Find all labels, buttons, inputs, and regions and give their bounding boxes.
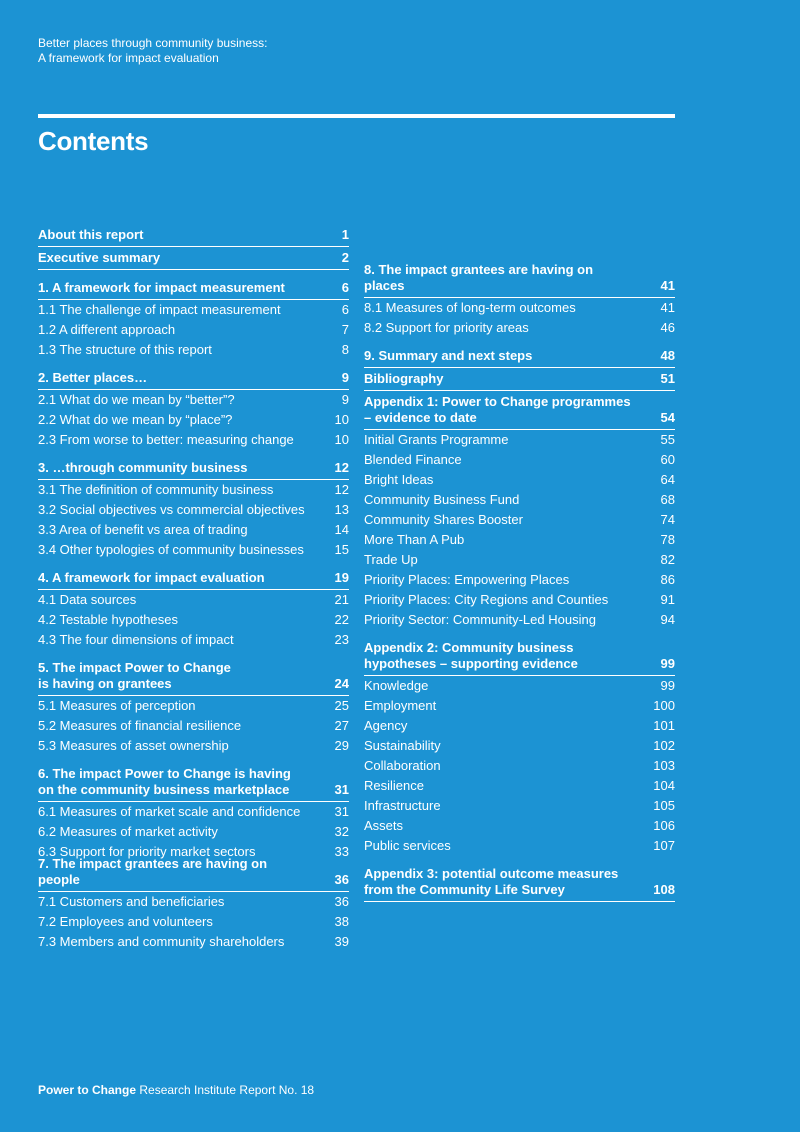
toc-gap — [38, 756, 349, 763]
toc-entry[interactable] — [364, 570, 675, 590]
toc-entry-page: 9 — [341, 370, 349, 385]
toc-entry-label: Bibliography — [364, 371, 444, 386]
toc-entry[interactable] — [38, 630, 349, 650]
toc-entry-label: 1.2 A different approach — [38, 322, 176, 337]
toc-entry-page: 78 — [660, 532, 675, 547]
toc-entry[interactable] — [364, 776, 675, 796]
toc-section-heading[interactable] — [364, 368, 675, 391]
toc-entry[interactable] — [38, 932, 349, 952]
toc-entry-page: 36 — [334, 872, 349, 887]
toc-entry-label: 6.3 Support for priority market sectors — [38, 844, 256, 859]
toc-entry-label: About this report — [38, 227, 144, 242]
toc-entry[interactable] — [38, 390, 349, 410]
toc-entry-label: 1.3 The structure of this report — [38, 342, 212, 357]
toc-entry-label: 9. Summary and next steps — [364, 348, 533, 363]
toc-entry-page: 29 — [334, 738, 349, 753]
toc-entry[interactable] — [38, 430, 349, 450]
toc-entry-page: 91 — [660, 592, 675, 607]
toc-section-heading[interactable] — [38, 763, 349, 802]
page-title: Contents — [38, 126, 149, 156]
toc-entry-page: 10 — [334, 412, 349, 427]
toc-entry-page: 41 — [660, 300, 675, 315]
toc-entry-label: Appendix 3: potential outcome measures from the Community Life Survey — [364, 866, 619, 897]
toc-entry[interactable] — [38, 500, 349, 520]
toc-entry-label: 4.1 Data sources — [38, 592, 137, 607]
toc-entry-page: 10 — [334, 432, 349, 447]
toc-entry[interactable] — [364, 318, 675, 338]
toc-gap — [38, 360, 349, 367]
toc-section-heading[interactable] — [38, 367, 349, 390]
toc-entry[interactable] — [38, 590, 349, 610]
toc-entry-label: 5. The impact Power to Change is having on grantees — [38, 660, 231, 691]
toc-entry-label: Assets — [364, 818, 404, 833]
toc-entry-page: 12 — [334, 460, 349, 475]
toc-entry-page: 103 — [653, 758, 675, 773]
toc-entry[interactable] — [38, 520, 349, 540]
toc-entry[interactable] — [38, 610, 349, 630]
toc-entry-label: 1.1 The challenge of impact measurement — [38, 302, 281, 317]
toc-entry-label: Executive summary — [38, 250, 161, 265]
toc-entry-label: 3.1 The definition of community business — [38, 482, 274, 497]
toc-entry-page: 8 — [341, 342, 349, 357]
toc-entry[interactable] — [364, 470, 675, 490]
toc-entry-page: 24 — [334, 676, 349, 691]
toc-entry-page: 107 — [653, 838, 675, 853]
toc-entry-label: 4.3 The four dimensions of impact — [38, 632, 234, 647]
toc-entry-page: 32 — [334, 824, 349, 839]
toc-entry[interactable] — [38, 802, 349, 822]
toc-entry[interactable] — [364, 676, 675, 696]
toc-entry-page: 6 — [341, 302, 349, 317]
toc-entry[interactable] — [38, 340, 349, 360]
toc-entry-label: Priority Places: City Regions and Counties — [364, 592, 609, 607]
toc-entry-label: 2.2 What do we mean by “place”? — [38, 412, 233, 427]
toc-entry-page: 51 — [660, 371, 675, 386]
toc-section-heading[interactable] — [364, 345, 675, 368]
toc-entry-label: 3.3 Area of benefit vs area of trading — [38, 522, 248, 537]
toc-entry[interactable] — [38, 892, 349, 912]
toc-section-heading[interactable] — [38, 457, 349, 480]
toc-entry-label: 4. A framework for impact evaluation — [38, 570, 265, 585]
toc-entry[interactable] — [38, 300, 349, 320]
toc-entry-page: 25 — [334, 698, 349, 713]
title-rule — [38, 114, 675, 118]
toc-entry-label: 2.1 What do we mean by “better”? — [38, 392, 235, 407]
toc-entry-page: 36 — [334, 894, 349, 909]
toc-entry-label: 7.3 Members and community shareholders — [38, 934, 285, 949]
toc-entry[interactable] — [38, 410, 349, 430]
toc-entry[interactable] — [364, 298, 675, 318]
toc-entry[interactable] — [364, 490, 675, 510]
toc-entry-label: Resilience — [364, 778, 424, 793]
toc-entry[interactable] — [364, 510, 675, 530]
toc-entry-page: 12 — [334, 482, 349, 497]
toc-entry[interactable] — [38, 320, 349, 340]
toc-section-heading[interactable] — [38, 224, 349, 247]
toc-entry-page: 82 — [660, 552, 675, 567]
toc-section-heading[interactable] — [364, 391, 675, 430]
toc-section-heading[interactable] — [364, 863, 675, 902]
toc-entry-page: 19 — [334, 570, 349, 585]
toc-section-heading[interactable] — [38, 856, 349, 892]
toc-entry-page: 31 — [334, 782, 349, 797]
toc-entry-page: 99 — [660, 678, 675, 693]
toc-entry[interactable] — [364, 816, 675, 836]
toc-entry-page: 54 — [660, 410, 675, 425]
toc-entry-page: 22 — [334, 612, 349, 627]
toc-section-heading[interactable] — [38, 277, 349, 300]
toc-entry-page: 15 — [334, 542, 349, 557]
toc-gap — [364, 338, 675, 345]
toc-entry[interactable] — [364, 716, 675, 736]
toc-entry-label: Sustainability — [364, 738, 441, 753]
toc-entry[interactable] — [364, 796, 675, 816]
toc-entry-label: Employment — [364, 698, 437, 713]
footer-brand: Power to Change — [38, 1083, 137, 1097]
toc-entry-label: 5.2 Measures of financial resilience — [38, 718, 242, 733]
toc-gap — [364, 856, 675, 863]
toc-gap — [38, 650, 349, 657]
toc-entry-label: 8.2 Support for priority areas — [364, 320, 529, 335]
toc-gap — [364, 630, 675, 637]
toc-entry[interactable] — [364, 836, 675, 856]
toc-entry-label: 3. …through community business — [38, 460, 248, 475]
toc-gap — [38, 450, 349, 457]
toc-entry-label: Blended Finance — [364, 452, 462, 467]
toc-entry[interactable] — [364, 736, 675, 756]
toc-entry-page: 74 — [660, 512, 675, 527]
toc-entry-page: 102 — [653, 738, 675, 753]
toc-section-heading[interactable] — [38, 567, 349, 590]
toc-entry-page: 6 — [341, 280, 349, 295]
toc-gap — [38, 560, 349, 567]
toc-entry-page: 104 — [653, 778, 675, 793]
header-line-1: Better places through community business: — [38, 36, 268, 50]
toc-entry-page: 14 — [334, 522, 349, 537]
toc-entry-page: 38 — [334, 914, 349, 929]
toc-entry-page: 68 — [660, 492, 675, 507]
toc-entry-page: 2 — [341, 250, 349, 265]
toc-entry-label: 6.2 Measures of market activity — [38, 824, 218, 839]
toc-entry-label: 8. The impact grantees are having on places — [364, 262, 594, 293]
toc-entry-page: 105 — [653, 798, 675, 813]
toc-entry-label: 7.2 Employees and volunteers — [38, 914, 213, 929]
toc-left-column — [38, 224, 349, 952]
toc-entry-page: 7 — [341, 322, 349, 337]
toc-right-column — [364, 262, 675, 902]
toc-entry-label: Community Business Fund — [364, 492, 520, 507]
toc-entry-label: Priority Places: Empowering Places — [364, 572, 570, 587]
toc-entry-page: 64 — [660, 472, 675, 487]
toc-entry-label: More Than A Pub — [364, 532, 465, 547]
toc-entry-label: 3.4 Other typologies of community businesses — [38, 542, 304, 557]
toc-entry-page: 39 — [334, 934, 349, 949]
toc-entry-page: 21 — [334, 592, 349, 607]
toc-section-heading[interactable] — [38, 247, 349, 270]
toc-entry[interactable] — [364, 430, 675, 450]
page-footer — [38, 1083, 314, 1097]
toc-entry[interactable] — [364, 696, 675, 716]
toc-entry-label: Appendix 1: Power to Change programmes – evidence to date — [364, 394, 631, 425]
toc-entry-label: 1. A framework for impact measurement — [38, 280, 285, 295]
toc-entry[interactable] — [364, 756, 675, 776]
toc-entry[interactable] — [38, 480, 349, 500]
toc-entry[interactable] — [38, 716, 349, 736]
toc-entry-page: 27 — [334, 718, 349, 733]
toc-entry-page: 94 — [660, 612, 675, 627]
toc-entry[interactable] — [364, 450, 675, 470]
toc-entry[interactable] — [364, 550, 675, 570]
toc-entry-page: 23 — [334, 632, 349, 647]
toc-entry-label: Trade Up — [364, 552, 418, 567]
toc-entry-page: 106 — [653, 818, 675, 833]
toc-entry[interactable] — [364, 590, 675, 610]
toc-entry-page: 86 — [660, 572, 675, 587]
toc-entry-label: Public services — [364, 838, 451, 853]
toc-entry-page: 33 — [334, 844, 349, 859]
toc-entry-label: 2.3 From worse to better: measuring change — [38, 432, 294, 447]
toc-entry[interactable] — [364, 530, 675, 550]
toc-entry-label: 3.2 Social objectives vs commercial objectives — [38, 502, 305, 517]
footer-text: Research Institute Report No. 18 — [136, 1083, 315, 1097]
toc-entry-label: Priority Sector: Community-Led Housing — [364, 612, 596, 627]
toc-entry-label: 5.3 Measures of asset ownership — [38, 738, 229, 753]
header-line-2: A framework for impact evaluation — [38, 51, 219, 65]
document-header — [38, 36, 267, 66]
toc-entry[interactable] — [364, 610, 675, 630]
toc-entry-page: 108 — [653, 882, 675, 897]
toc-entry-label: 7.1 Customers and beneficiaries — [38, 894, 225, 909]
toc-entry-page: 41 — [660, 278, 675, 293]
toc-entry-label: Knowledge — [364, 678, 429, 693]
toc-entry-page: 100 — [653, 698, 675, 713]
toc-entry-page: 55 — [660, 432, 675, 447]
toc-entry-label: Community Shares Booster — [364, 512, 523, 527]
toc-entry-label: 5.1 Measures of perception — [38, 698, 196, 713]
toc-entry-label: Collaboration — [364, 758, 441, 773]
toc-section-heading[interactable] — [364, 262, 675, 298]
toc-entry-label: 2. Better places… — [38, 370, 148, 385]
toc-entry[interactable] — [38, 736, 349, 756]
toc-entry-page: 9 — [341, 392, 349, 407]
toc-section-heading[interactable] — [38, 657, 349, 696]
toc-entry-label: 7. The impact grantees are having on people — [38, 856, 268, 887]
toc-entry-page: 101 — [653, 718, 675, 733]
toc-entry-label: Initial Grants Programme — [364, 432, 509, 447]
toc-entry-page: 13 — [334, 502, 349, 517]
toc-entry-label: Infrastructure — [364, 798, 441, 813]
toc-entry-label: 8.1 Measures of long-term outcomes — [364, 300, 576, 315]
toc-entry-label: 6. The impact Power to Change is having on the community business marketplace — [38, 766, 291, 797]
toc-entry-page: 99 — [660, 656, 675, 671]
toc-entry-label: 4.2 Testable hypotheses — [38, 612, 178, 627]
toc-entry[interactable] — [38, 696, 349, 716]
toc-entry[interactable] — [38, 912, 349, 932]
toc-entry-page: 31 — [334, 804, 349, 819]
toc-entry-label: Bright Ideas — [364, 472, 434, 487]
toc-entry-page: 60 — [660, 452, 675, 467]
toc-entry-label: Appendix 2: Community business hypotheses – supporting evidence — [364, 640, 578, 671]
toc-gap — [38, 270, 349, 277]
toc-entry-label: Agency — [364, 718, 408, 733]
toc-entry-page: 1 — [341, 227, 349, 242]
toc-entry[interactable] — [38, 822, 349, 842]
toc-entry-page: 48 — [660, 348, 675, 363]
toc-entry-label: 6.1 Measures of market scale and confidence — [38, 804, 301, 819]
toc-entry-page: 46 — [660, 320, 675, 335]
toc-entry[interactable] — [38, 540, 349, 560]
toc-section-heading[interactable] — [364, 637, 675, 676]
